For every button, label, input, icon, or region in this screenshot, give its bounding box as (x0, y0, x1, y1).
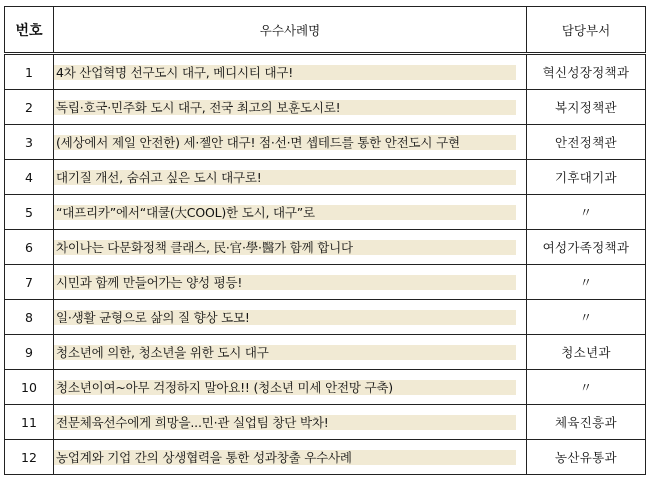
case-title: 독립·호국·민주화 도시 대구, 전국 최고의 보훈도시로! (54, 100, 516, 115)
row-number: 5 (5, 195, 54, 230)
table-row (5, 335, 646, 370)
row-title-cell (54, 300, 527, 335)
header-number: 번호 (5, 7, 54, 54)
table-row (5, 125, 646, 160)
department: 〃 (527, 265, 646, 300)
case-title: 일·생활 균형으로 삶의 질 향상 도모! (54, 310, 516, 325)
header-case-title: 우수사례명 (54, 7, 527, 54)
cases-table (4, 6, 646, 475)
case-title: (세상에서 제일 안전한) 세·젤안 대구! 점·선·면 셉테드를 통한 안전도시 구현 (54, 135, 516, 150)
table-row (5, 300, 646, 335)
department: 농산유통과 (527, 440, 646, 475)
case-title: 전문체육선수에게 희망을...민·관 실업팀 창단 박차! (54, 415, 516, 430)
row-number: 10 (5, 370, 54, 405)
case-title: 청소년이여~아무 걱정하지 말아요!! (청소년 미세 안전망 구축) (54, 380, 516, 395)
table-row (5, 195, 646, 230)
row-number: 4 (5, 160, 54, 195)
header-row (5, 7, 646, 54)
table-row (5, 265, 646, 300)
department: 체육진흥과 (527, 405, 646, 440)
row-number: 6 (5, 230, 54, 265)
table-row (5, 405, 646, 440)
case-title: 4차 산업혁명 선구도시 대구, 메디시티 대구! (54, 65, 516, 80)
case-title: 시민과 함께 만들어가는 양성 평등! (54, 275, 516, 290)
row-title-cell (54, 54, 527, 90)
case-title: “대프리카”에서“대쿨(大COOL)한 도시, 대구”로 (54, 205, 516, 220)
row-number: 8 (5, 300, 54, 335)
table-row (5, 440, 646, 475)
row-number: 11 (5, 405, 54, 440)
row-title-cell (54, 195, 527, 230)
table-header (5, 7, 646, 54)
table-row (5, 54, 646, 90)
row-number: 12 (5, 440, 54, 475)
table-row (5, 160, 646, 195)
department: 혁신성장정책과 (527, 54, 646, 90)
table-body (5, 54, 646, 475)
department: 여성가족정책과 (527, 230, 646, 265)
table-row (5, 230, 646, 265)
case-title: 농업계와 기업 간의 상생협력을 통한 성과창출 우수사례 (54, 450, 516, 465)
row-number: 2 (5, 90, 54, 125)
row-number: 7 (5, 265, 54, 300)
row-number: 9 (5, 335, 54, 370)
row-title-cell (54, 370, 527, 405)
department: 복지정책관 (527, 90, 646, 125)
header-department: 담당부서 (527, 7, 646, 54)
department: 청소년과 (527, 335, 646, 370)
department: 〃 (527, 300, 646, 335)
row-title-cell (54, 265, 527, 300)
row-number: 3 (5, 125, 54, 160)
department: 안전정책관 (527, 125, 646, 160)
table-row (5, 370, 646, 405)
row-title-cell (54, 335, 527, 370)
row-title-cell (54, 125, 527, 160)
department: 기후대기과 (527, 160, 646, 195)
row-title-cell (54, 405, 527, 440)
case-title: 차이나는 다문화정책 클래스, 民·官·學·醫가 함께 합니다 (54, 240, 516, 255)
case-title: 대기질 개선, 숨쉬고 싶은 도시 대구로! (54, 170, 516, 185)
case-title: 청소년에 의한, 청소년을 위한 도시 대구 (54, 345, 516, 360)
row-title-cell (54, 230, 527, 265)
row-number: 1 (5, 54, 54, 90)
row-title-cell (54, 160, 527, 195)
row-title-cell (54, 440, 527, 475)
table-row (5, 90, 646, 125)
department: 〃 (527, 195, 646, 230)
department: 〃 (527, 370, 646, 405)
row-title-cell (54, 90, 527, 125)
